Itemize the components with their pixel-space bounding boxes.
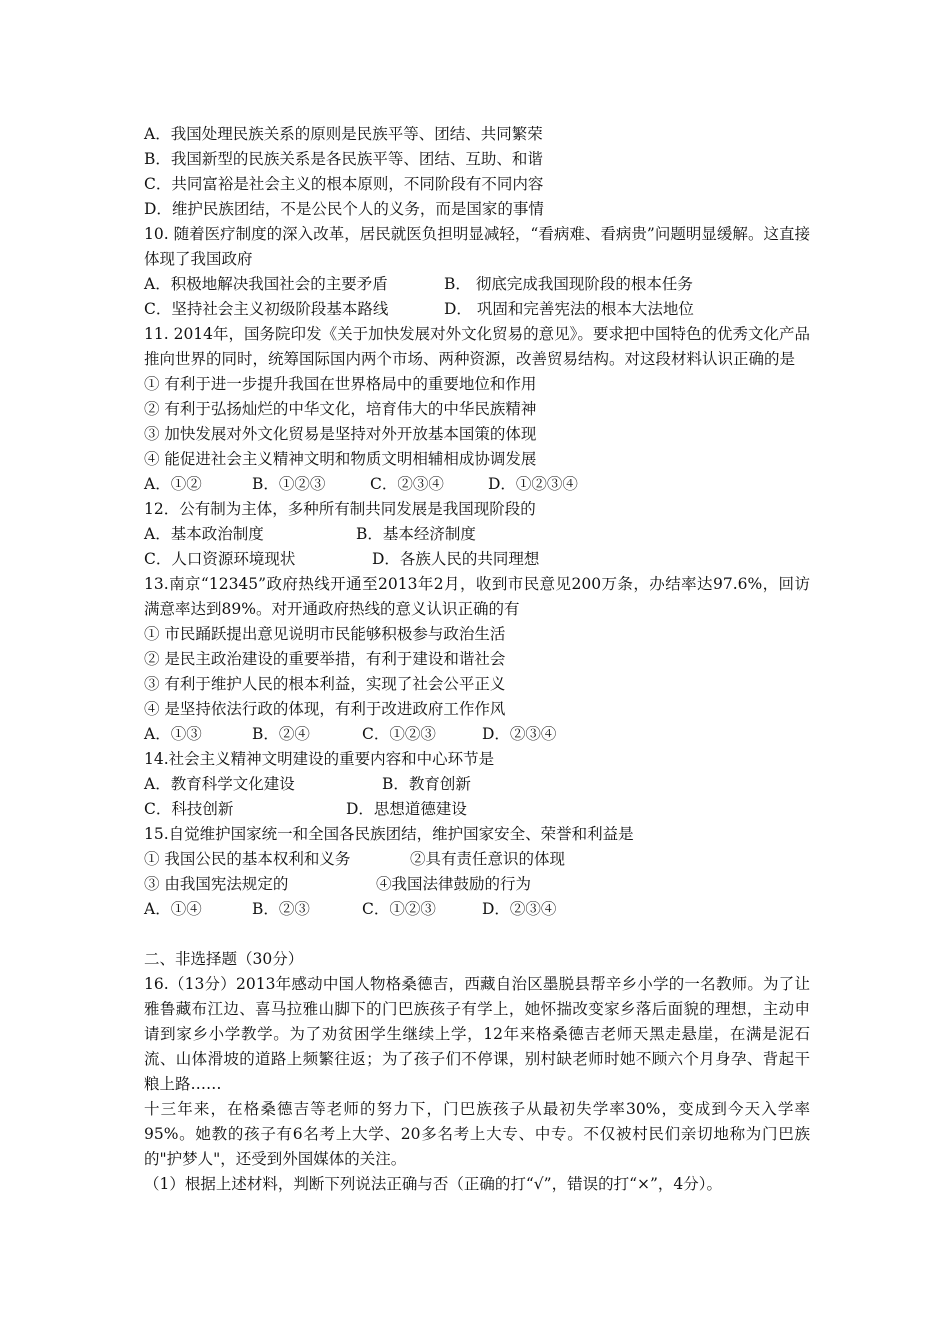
q12-options-row-1 [144,522,810,547]
q12-stem: 12．公有制为主体，多种所有制共同发展是我国现阶段的 [144,500,536,518]
q11-option-c: C．②③④ [370,475,444,493]
q11-item-3: ③ 加快发展对外文化贸易是坚持对外开放基本国策的体现 [144,425,537,443]
q14-option-d: D．思想道德建设 [346,800,467,818]
q10-option-c: C．坚持社会主义初级阶段基本路线 [144,300,389,318]
q13-item-1: ① 市民踊跃提出意见说明市民能够积极参与政治生活 [144,625,506,643]
q14-option-c: C．科技创新 [144,800,234,818]
q11-option-a: A．①② [144,475,202,493]
q14-option-b: B．教育创新 [382,775,471,793]
q12-option-c: C．人口资源环境现状 [144,550,296,568]
q9-option-b: B．我国新型的民族关系是各民族平等、团结、互助、和谐 [144,150,543,168]
q13-option-d: D．②③④ [482,725,557,743]
q14-options-row-1 [144,772,810,797]
q13-option-a: A．①③ [144,725,202,743]
q16-subquestion-1: （1）根据上述材料，判断下列说法正确与否（正确的打“√”，错误的打“×”，4分）。 [144,1175,723,1193]
q13-item-2: ② 是民主政治建设的重要举措，有利于建设和谐社会 [144,650,506,668]
q13-stem: 13.南京“12345”政府热线开通至2013年2月，收到市民意见200万条，办结率达97.6%，回访满意率达到89%。对开通政府热线的意义认识正确的有 [144,575,810,618]
q15-option-a: A．①④ [144,900,202,918]
q11-option-b: B．①②③ [252,475,326,493]
q13-item-3: ③ 有利于维护人民的根本利益，实现了社会公平正义 [144,675,506,693]
q15-item-3: ③ 由我国宪法规定的 [144,875,289,893]
exam-page [144,122,810,1197]
q13-option-b: B．②④ [252,725,310,743]
q11-option-d: D．①②③④ [488,475,578,493]
section-2-title: 二、非选择题（30分） [144,950,304,968]
q12-options-row-2 [144,547,810,572]
q14-option-a: A．教育科学文化建设 [144,775,295,793]
q16-paragraph-1: 16.（13分）2013年感动中国人物格桑德吉，西藏自治区墨脱县帮辛乡小学的一名教师。为了让雅鲁藏布江边、喜马拉雅山脚下的门巴族孩子有学上，她怀揣改变家乡落后面貌的理想，主动申请到家乡小学教学。为了劝贫困学生继续上学，12年来格桑德吉老师天黑走悬崖，在满是泥石流、山体滑坡的道路上频繁往返；为了孩子们不停课，别村缺老师时她不顾六个月身孕、背起干粮上路…… [144,975,810,1093]
q15-option-b: B．②③ [252,900,310,918]
q15-item-2: ②具有责任意识的体现 [410,850,566,868]
q11-item-1: ① 有利于进一步提升我国在世界格局中的重要地位和作用 [144,375,537,393]
q16-paragraph-2: 十三年来，在格桑德吉等老师的努力下，门巴族孩子从最初失学率30%，变成到今天入学率95%。她教的孩子有6名考上大学、20多名考上大专、中专。不仅被村民们亲切地称为门巴族的"护梦人"，还受到外国媒体的关注。 [144,1100,810,1168]
q12-option-b: B．基本经济制度 [356,525,476,543]
q12-option-a: A．基本政治制度 [144,525,264,543]
q10-options-row-2 [144,297,810,322]
q9-option-c: C．共同富裕是社会主义的根本原则，不同阶段有不同内容 [144,175,544,193]
q15-item-4: ④我国法律鼓励的行为 [376,875,532,893]
q9-option-d: D．维护民族团结，不是公民个人的义务，而是国家的事情 [144,200,544,218]
section-gap [144,922,810,947]
q15-stem: 15.自觉维护国家统一和全国各民族团结，维护国家安全、荣誉和利益是 [144,825,634,843]
q14-stem: 14.社会主义精神文明建设的重要内容和中心环节是 [144,750,495,768]
q15-item-1: ① 我国公民的基本权利和义务 [144,850,351,868]
q15-option-c: C．①②③ [362,900,436,918]
q10-option-b: B． 彻底完成我国现阶段的根本任务 [444,275,693,293]
q15-options [144,897,810,922]
q15-option-d: D．②③④ [482,900,557,918]
q15-items-row-2 [144,872,810,897]
q10-options-row-1 [144,272,810,297]
q12-option-d: D．各族人民的共同理想 [372,550,540,568]
q13-options [144,722,810,747]
q13-item-4: ④ 是坚持依法行政的体现，有利于改进政府工作作风 [144,700,506,718]
q11-stem: 11. 2014年，国务院印发《关于加快发展对外文化贸易的意见》。要求把中国特色的优秀文化产品推向世界的同时，统筹国际国内两个市场、两种资源，改善贸易结构。对这段材料认识正确的是 [144,325,810,368]
q11-item-2: ② 有利于弘扬灿烂的中华文化，培育伟大的中华民族精神 [144,400,537,418]
q14-options-row-2 [144,797,810,822]
q15-items-row-1 [144,847,810,872]
q10-option-a: A．积极地解决我国社会的主要矛盾 [144,275,388,293]
q10-stem: 10. 随着医疗制度的深入改革，居民就医负担明显减轻，“看病难、看病贵”问题明显缓解。这直接体现了我国政府 [144,225,810,268]
q11-options [144,472,810,497]
q13-option-c: C．①②③ [362,725,436,743]
q10-option-d: D． 巩固和完善宪法的根本大法地位 [444,300,694,318]
q9-option-a: A．我国处理民族关系的原则是民族平等、团结、共同繁荣 [144,125,543,143]
q11-item-4: ④ 能促进社会主义精神文明和物质文明相辅相成协调发展 [144,450,537,468]
